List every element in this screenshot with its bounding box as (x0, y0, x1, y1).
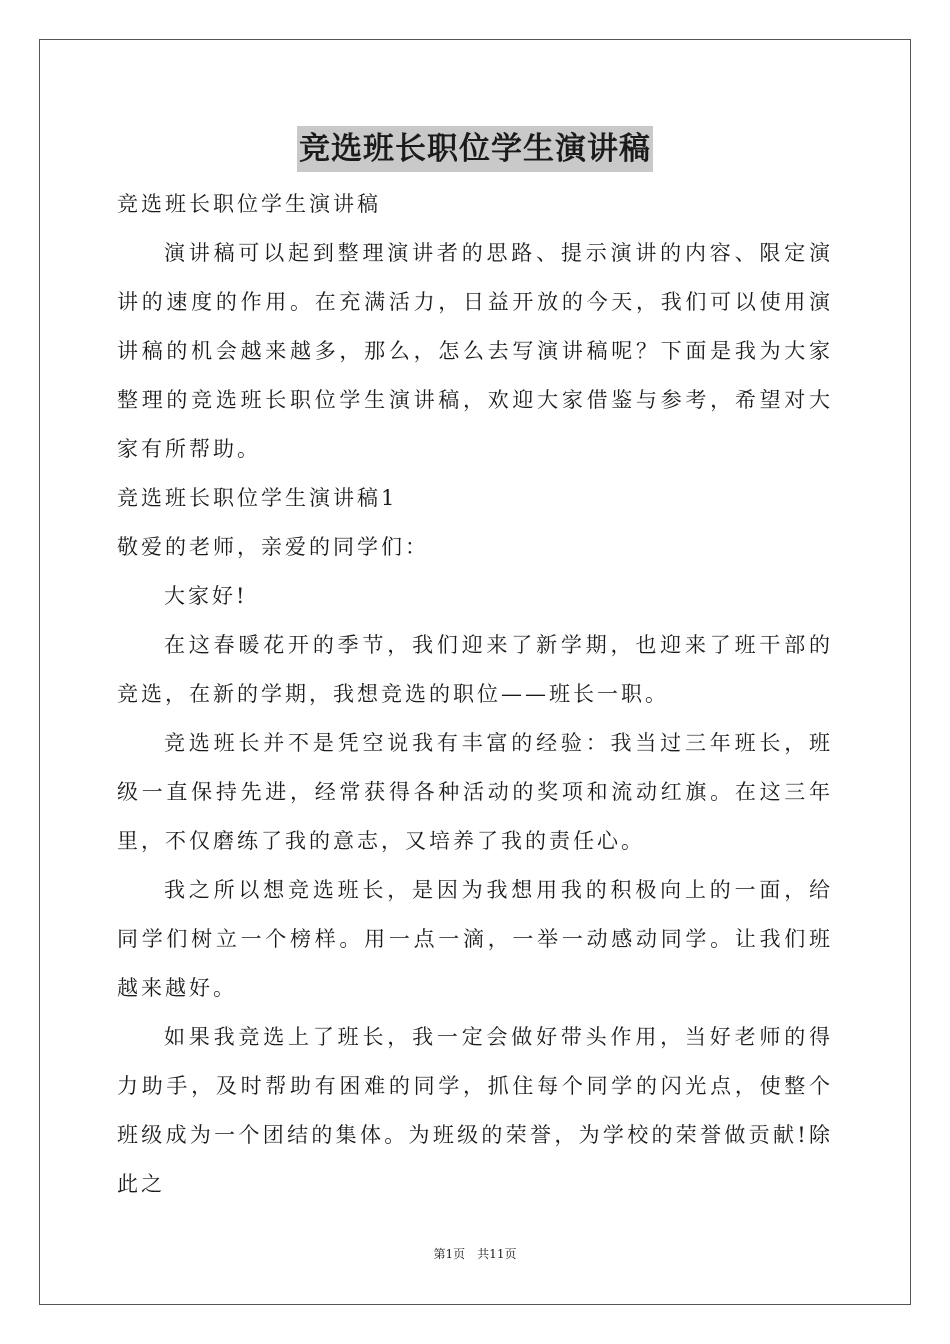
body-paragraph-1: 在这春暖花开的季节，我们迎来了新学期，也迎来了班干部的竞选，在新的学期，我想竞选的职位——班长一职。 (117, 633, 833, 706)
document-title: 竞选班长职位学生演讲稿 (297, 126, 653, 172)
body-paragraph-2: 竞选班长并不是凭空说我有丰富的经验：我当过三年班长，班级一直保持先进，经常获得各种活动的奖项和流动红旗。在这三年里，不仅磨练了我的意志，又培养了我的责任心。 (117, 731, 833, 853)
document-body (117, 180, 833, 1209)
document-title-wrap (0, 126, 950, 172)
intro-paragraph: 演讲稿可以起到整理演讲者的思路、提示演讲的内容、限定演讲的速度的作用。在充满活力，日益开放的今天，我们可以使用演讲稿的机会越来越多，那么，怎么去写演讲稿呢？下面是我为大家整理的竞选班长职位学生演讲稿，欢迎大家借鉴与参考，希望对大家有所帮助。 (117, 241, 833, 461)
greeting: 大家好! (164, 584, 248, 608)
section-heading: 竞选班长职位学生演讲稿1 (117, 486, 398, 510)
body-paragraph-4: 如果我竞选上了班长，我一定会做好带头作用，当好老师的得力助手，及时帮助有困难的同学，抓住每个同学的闪光点，使整个班级成为一个团结的集体。为班级的荣誉，为学校的荣誉做贡献!除此之 (117, 1025, 833, 1196)
salutation: 敬爱的老师，亲爱的同学们： (117, 535, 429, 559)
subtitle-paragraph: 竞选班长职位学生演讲稿 (117, 192, 381, 216)
body-paragraph-3: 我之所以想竞选班长，是因为我想用我的积极向上的一面，给同学们树立一个榜样。用一点一滴，一举一动感动同学。让我们班越来越好。 (117, 878, 833, 1000)
page-footer: 第1页 共11页 (433, 1247, 517, 1261)
